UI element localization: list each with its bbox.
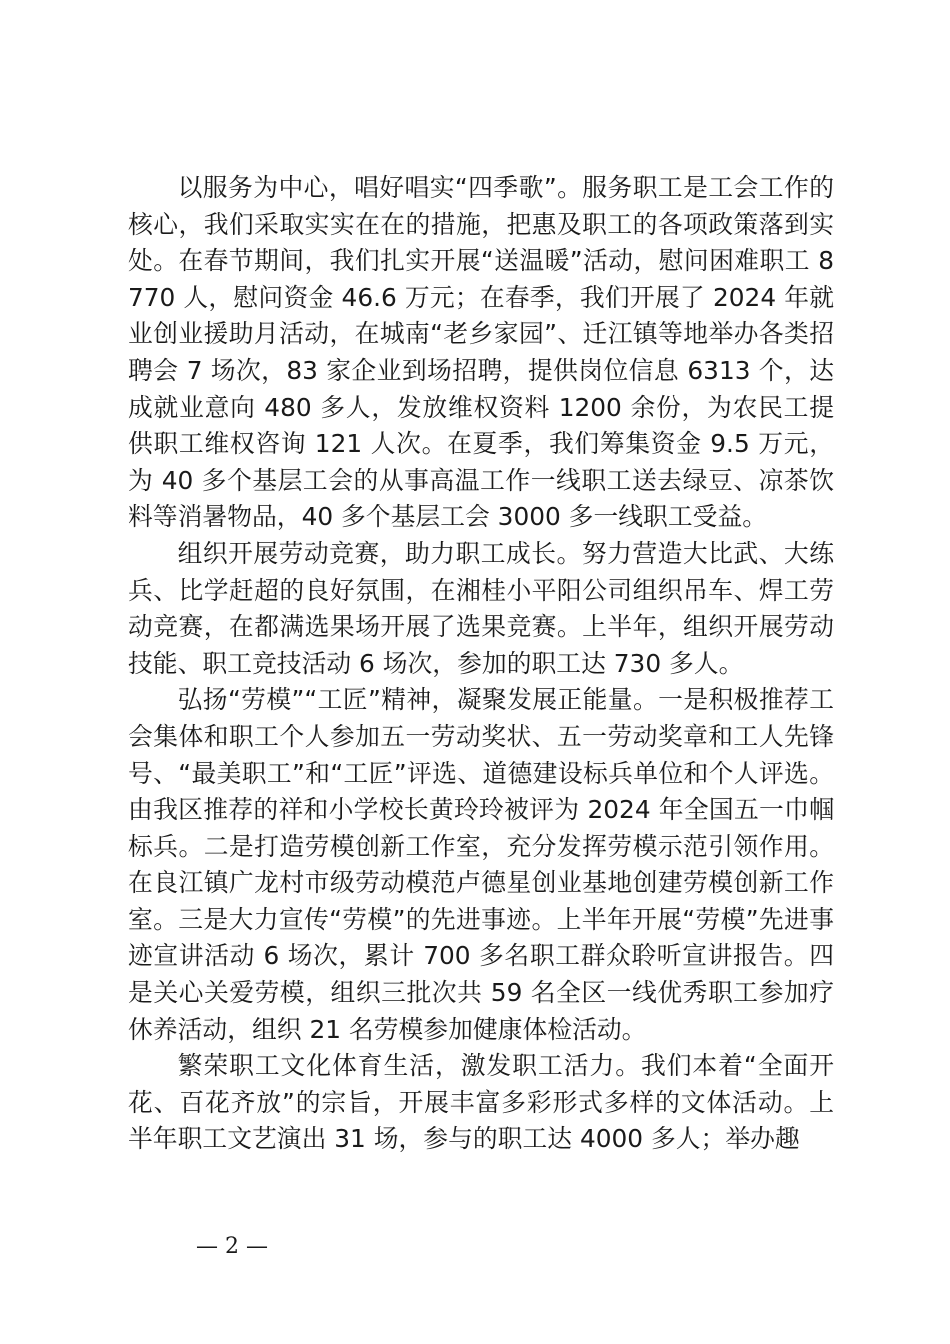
paragraph-labor-competition: 组织开展劳动竞赛，助力职工成长。努力营造大比武、大练兵、比学赶超的良好氛围，在湘桂小平阳公司组织吊车、焊工劳动竞赛，在都满选果场开展了选果竞赛。上半年，组织开展劳动技能、职工竞技活动 6 场次，参加的职工达 730 多人。 [128,538,834,678]
paragraph-culture-sports: 繁荣职工文化体育生活，激发职工活力。我们本着“全面开花、百花齐放”的宗旨，开展丰富多彩形式多样的文体活动。上半年职工文艺演出 31 场，参与的职工达 4000 多人；举办趣 [128,1051,834,1154]
paragraph-service-center: 以服务为中心，唱好唱实“四季歌”。服务职工是工会工作的核心，我们采取实实在在的措施，把惠及职工的各项政策落到实处。在春节期间，我们扎实开展“送温暖”活动，慰问困难职工 8770 人，慰问资金 46.6 万元；在春季，我们开展了 2024 年就业创业援助月活动，在城南“老乡家园”、迁江镇等地举办各类招聘会 7 场次，83 家企业到场招聘，提供岗位信息 6313 个，达成就业意向 480 多人，发放维权资料 1200 余份，为农民工提供职工维权咨询 121 人次。在夏季，我们筹集资金 9.5 万元，为 40 多个基层工会的从事高温工作一线职工送去绿豆、凉茶饮料等消暑物品，40 多个基层工会 3000 多一线职工受益。 [128,173,834,532]
paragraph-model-worker-spirit: 弘扬“劳模”“工匠”精神，凝聚发展正能量。一是积极推荐工会集体和职工个人参加五一劳动奖状、五一劳动奖章和工人先锋号、“最美职工”和“工匠”评选、道德建设标兵单位和个人评选。由我区推荐的祥和小学校长黄玲玲被评为 2024 年全国五一巾帼标兵。二是打造劳模创新工作室，充分发挥劳模示范引领作用。在良江镇广龙村市级劳动模范卢德星创业基地创建劳模创新工作室。三是大力宣传“劳模”的先进事迹。上半年开展“劳模”先进事迹宣讲活动 6 场次，累计 700 多名职工群众聆听宣讲报告。四是关心关爱劳模，组织三批次共 59 名全区一线优秀职工参加疗休养活动，组织 21 名劳模参加健康体检活动。 [128,685,834,1044]
body-text [128,170,834,1158]
page-number: — 2 — [196,1234,268,1259]
